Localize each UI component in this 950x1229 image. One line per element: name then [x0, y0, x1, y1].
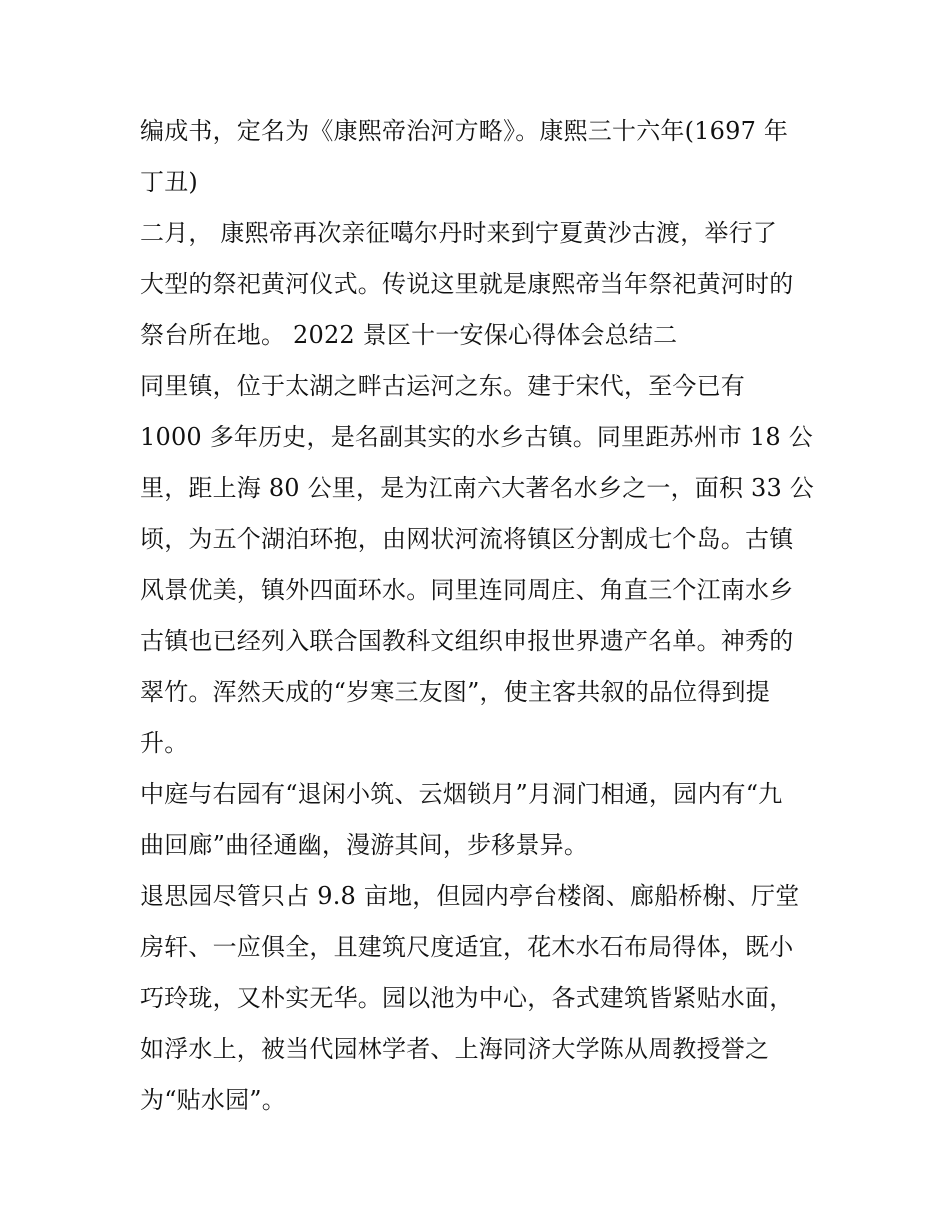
text-line: 中庭与右园有“退闲小筑、云烟锁月”月洞门相通，园内有“九 — [140, 780, 783, 808]
text-line: 同里镇，位于太湖之畔古运河之东。建于宋代，至今已有 — [140, 372, 745, 400]
text-line: 房轩、一应俱全，且建筑尺度适宜，花木水石布局得体，既小 — [140, 933, 794, 961]
text-line: 二月， 康熙帝再次亲征噶尔丹时来到宁夏黄沙古渡，举行了 — [140, 219, 778, 247]
text-line: 大型的祭祀黄河仪式。传说这里就是康熙帝当年祭祀黄河时的 — [140, 270, 794, 298]
text-line: 风景优美，镇外四面环水。同里连同周庄、角直三个江南水乡 — [140, 576, 794, 604]
document-body — [140, 106, 830, 1126]
text-line: 祭台所在地。 2022 景区十一安保心得体会总结二 — [140, 321, 678, 349]
text-line: 古镇也已经列入联合国教科文组织申报世界遗产名单。神秀的 — [140, 627, 794, 655]
text-line: 巧玲珑，又朴实无华。园以池为中心，各式建筑皆紧贴水面， — [140, 984, 794, 1012]
text-line: 里，距上海 80 公里，是为江南六大著名水乡之一，面积 33 公 — [140, 474, 814, 502]
text-line: 曲回廊”曲径通幽，漫游其间，步移景异。 — [140, 831, 589, 859]
text-line: 退思园尽管只占 9.8 亩地，但园内亭台楼阁、廊船桥榭、厅堂 — [140, 882, 800, 910]
text-line: 升。 — [140, 729, 189, 757]
text-line: 如浮水上，被当代园林学者、上海同济大学陈从周教授誉之 — [140, 1035, 770, 1063]
text-line: 翠竹。浑然天成的“岁寒三友图”，使主客共叙的品位得到提 — [140, 678, 770, 706]
text-line: 丁丑) — [140, 168, 198, 196]
text-line: 编成书，定名为《康熙帝治河方略》。康熙三十六年(1697 年 — [140, 117, 789, 145]
text-line: 1000 多年历史，是名副其实的水乡古镇。同里距苏州市 18 公 — [140, 423, 813, 451]
text-line: 顷，为五个湖泊环抱，由网状河流将镇区分割成七个岛。古镇 — [140, 525, 794, 553]
text-line: 为“贴水园”。 — [140, 1086, 286, 1114]
